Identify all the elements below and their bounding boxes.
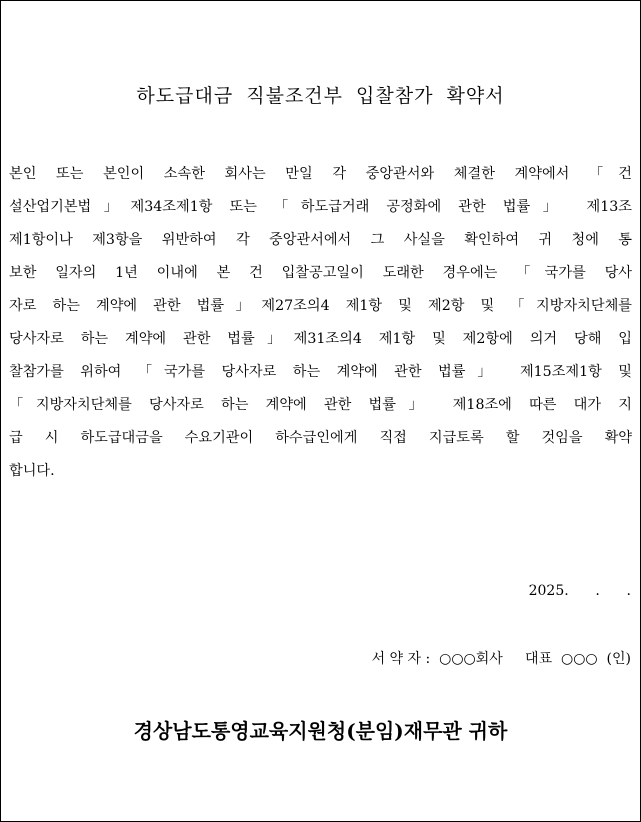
body-line: 찰참가를 위하여 「국가를 당사자로 하는 계약에 관한 법률」 제15조제1항 및 [9, 364, 632, 380]
body-line: 설산업기본법」제34조제1항 또는 「하도급거래 공정화에 관한 법률」 제13조 [9, 199, 632, 215]
body-line: 급 시 하도급대금을 수요기관이 하수급인에게 직접 지급토록 할 것임을 확약 [9, 430, 632, 446]
body-line: 「지방자치단체를 당사자로 하는 계약에 관한 법률」 제18조에 따른 대가 지 [9, 397, 632, 413]
document-body [9, 158, 632, 488]
document-date: 2025. . . [528, 583, 631, 599]
body-line: 보한 일자의 1년 이내에 본 건 입찰공고일이 도래한 경우에는 「국가를 당사 [9, 265, 632, 281]
body-line: 합니다. [9, 463, 55, 479]
signer-line: 서 약 자 : ○○○회사 대표 ○○○ (인) [371, 651, 631, 667]
document-title: 하도급대금 직불조건부 입찰참가 확약서 [136, 85, 505, 107]
recipient-line: 경상남도통영교육지원청(분임)재무관 귀하 [133, 719, 508, 743]
body-line: 본인 또는 본인이 소속한 회사는 만일 각 중앙관서와 체결한 계약에서 「건 [9, 166, 632, 182]
body-line: 제1항이나 제3항을 위반하여 각 중앙관서에서 그 사실을 확인하여 귀 청에 통 [9, 232, 632, 248]
body-line: 자로 하는 계약에 관한 법률」제27조의4 제1항 및 제2항 및 「지방자치단체를 [9, 298, 632, 314]
body-line: 당사자로 하는 계약에 관한 법률」제31조의4 제1항 및 제2항에 의거 당해 입 [9, 331, 632, 347]
